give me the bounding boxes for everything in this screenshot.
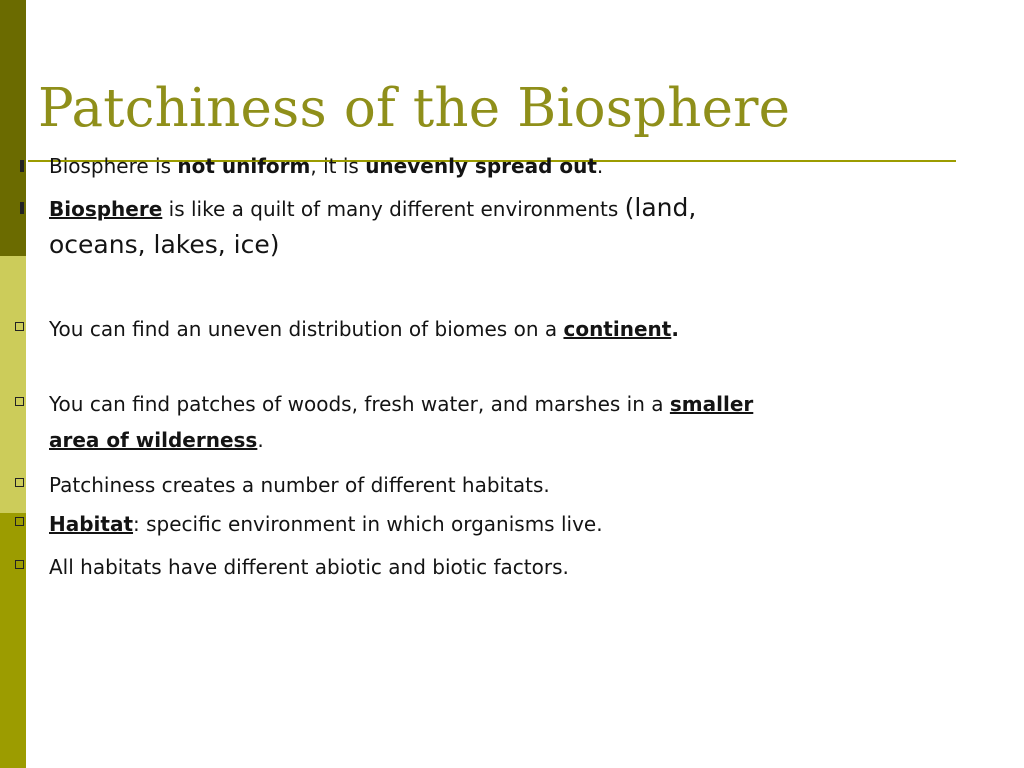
bullet-5: Patchiness creates a number of different habitats.	[49, 467, 944, 503]
bullet-3: You can find an uneven distribution of biomes on a continent.	[49, 311, 944, 347]
bullet-6: Habitat: specific environment in which organisms live.	[49, 506, 944, 542]
left-band-light	[0, 256, 26, 513]
bullet-2: Biosphere is like a quilt of many different environments (land, oceans, lakes, ice)	[49, 190, 944, 264]
bullet-marker-icon	[15, 478, 24, 487]
bullet-7: All habitats have different abiotic and biotic factors.	[49, 549, 944, 585]
bullet-4: You can find patches of woods, fresh water, and marshes in a smaller area of wilderness.	[49, 386, 944, 458]
bullet-marker-icon	[20, 202, 24, 214]
bullet-marker-icon	[15, 560, 24, 569]
bullet-marker-icon	[15, 397, 24, 406]
bullet-1: Biosphere is not uniform, it is unevenly spread out.	[49, 148, 944, 184]
bullet-marker-icon	[20, 160, 24, 172]
bullet-marker-icon	[15, 517, 24, 526]
left-band-mid	[0, 513, 26, 768]
bullet-marker-icon	[15, 322, 24, 331]
slide-title: Patchiness of the Biosphere	[38, 78, 791, 139]
left-band-dark	[0, 0, 26, 256]
